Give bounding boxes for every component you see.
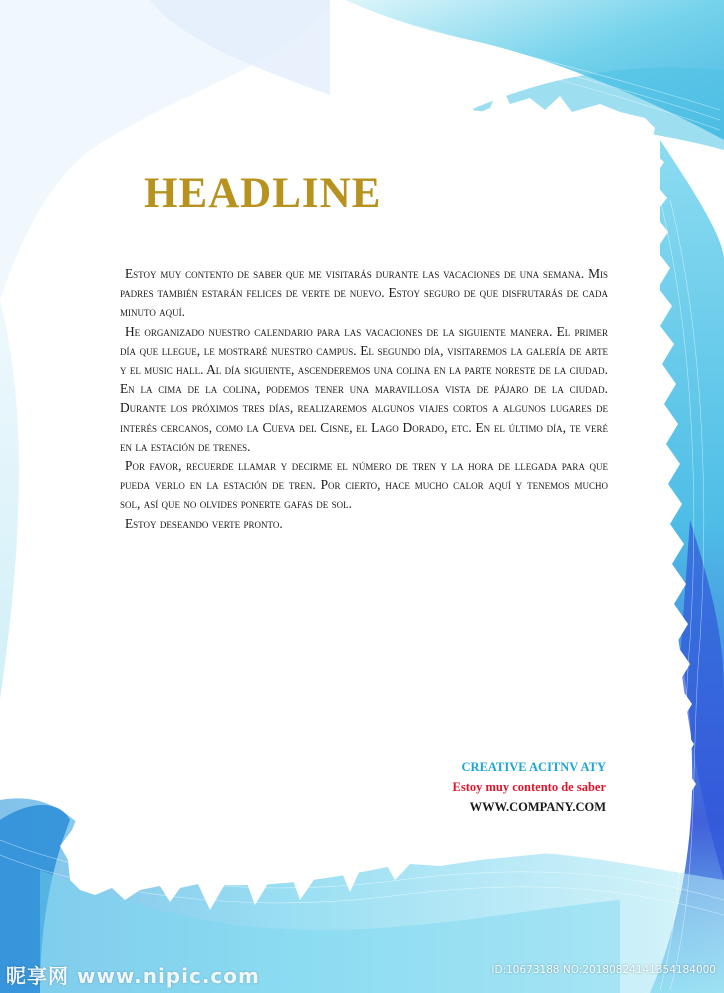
headline: HEADLINE <box>144 170 382 217</box>
letter-body <box>120 264 608 533</box>
footer-line-tagline: Estoy muy contento de saber <box>452 780 606 794</box>
footer-contact <box>453 757 606 817</box>
watermark-logo: 昵享网 www.nipic.com <box>6 964 260 988</box>
paragraph-1: Estoy muy contento de saber que me visitarás durante las vacaciones de una semana. Mis padres también estarán felices de verte de nuevo. Estoy seguro de que disfrutarás de cada minuto aquí. <box>120 266 608 320</box>
paragraph-4: Estoy deseando verte pronto. <box>125 515 283 531</box>
watermark-id: ID:10673188 NO:20180824141354184000 <box>491 964 716 976</box>
paragraph-2: He organizado nuestro calendario para las vacaciones de la siguiente manera. El primer día que llegue, le mostraré nuestro campus. El segundo día, visitaremos la galería de arte y el music hall. Al día siguiente, ascenderemos una colina en la parte noreste de la ciudad. En la cima de la colina, podemos tener una maravillosa vista de pájaro de la ciudad. Durante los próximos tres días, realizaremos algunos viajes cortos a algunos lugares de interés cercanos, como la Cueva del Cisne, el Lago Dorado, etc. En el último día, te veré en la estación de trenes. <box>120 323 608 454</box>
footer-line-website: WWW.COMPANY.COM <box>469 800 606 814</box>
paragraph-3: Por favor, recuerde llamar y decirme el número de tren y la hora de llegada para que pueda verlo en la estación de tren. Por cierto, hace mucho calor aquí y tenemos mucho sol, así que no olvides ponerte gafas de sol. <box>120 458 608 512</box>
footer-line-creative: CREATIVE ACITNV ATY <box>461 760 606 774</box>
